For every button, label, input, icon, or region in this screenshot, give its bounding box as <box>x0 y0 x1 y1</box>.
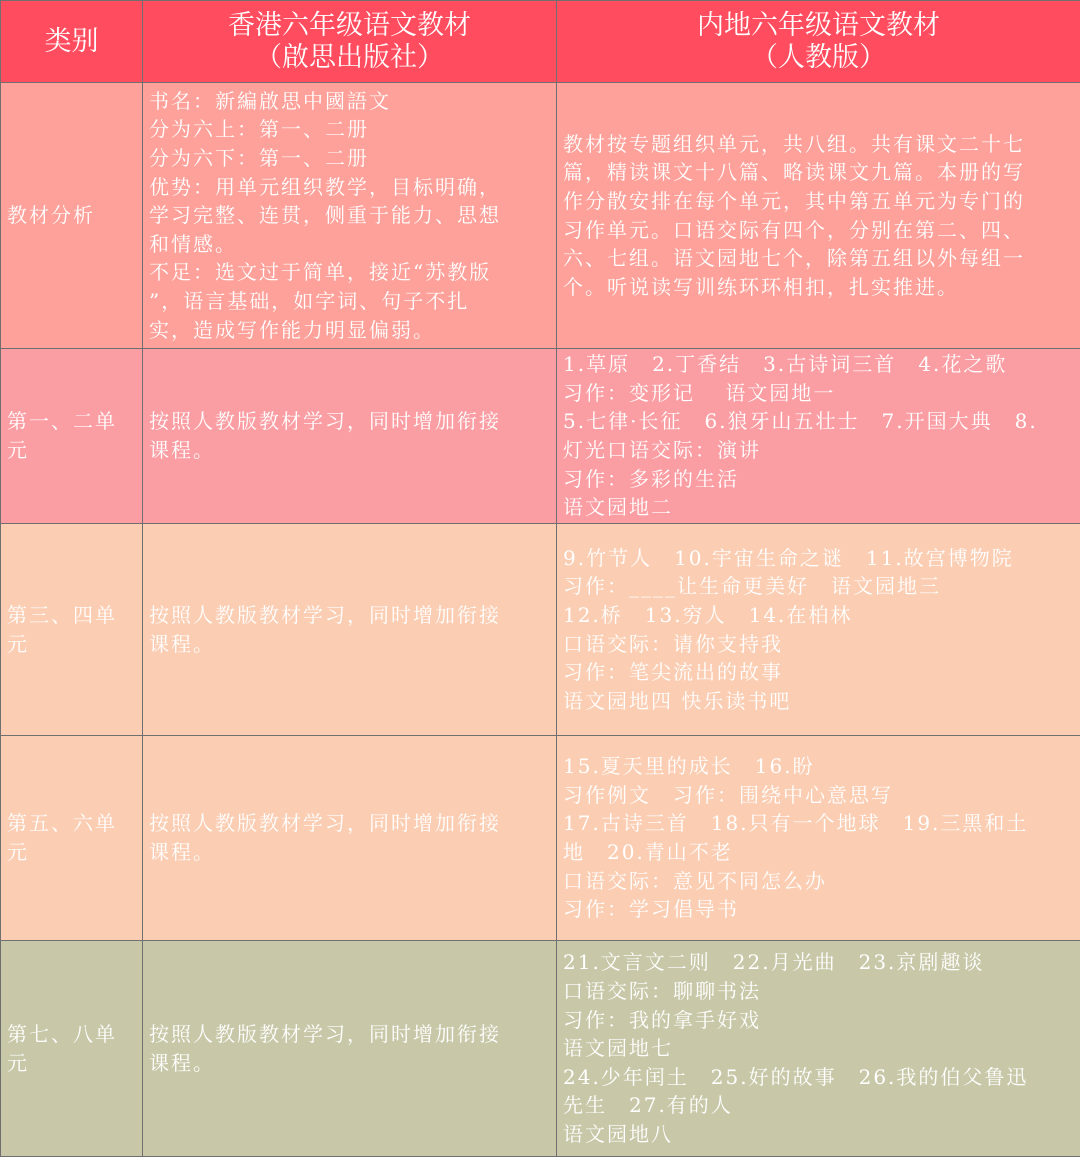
text-line: 习作例文 习作：围绕中心意思写 <box>563 782 893 807</box>
unit-3-4-label <box>1 524 143 736</box>
header-category-text: 类别 <box>44 25 99 57</box>
text-line: 作分散安排在每个单元，其中第五单元为专门的 <box>563 188 1025 213</box>
text-line: 习作单元。口语交际有四个，分别在第二、四、 <box>563 217 1025 242</box>
text-line: 分为六上：第一、二册 <box>149 117 369 142</box>
text-line: 不足：选文过于简单，接近“苏教版 <box>149 260 492 285</box>
row-unit-1-2 <box>1 349 1080 524</box>
text-line: 按照人教版教材学习，同时增加衔接 <box>149 409 501 434</box>
text-line: 课程。 <box>149 1050 215 1075</box>
text-line: 第五、六单 <box>7 811 117 836</box>
unit-5-6-mainland <box>557 736 1080 941</box>
unit-7-8-hk <box>143 941 557 1157</box>
text-line: 15.夏天里的成长 16.盼 <box>563 754 815 779</box>
unit-7-8-mainland <box>557 941 1080 1157</box>
text-line: 先生 27.有的人 <box>563 1093 733 1118</box>
unit-1-2-label <box>1 349 143 524</box>
row-analysis <box>1 83 1080 349</box>
text-line: 1.草原 2.丁香结 3.古诗词三首 4.花之歌 <box>563 352 1008 377</box>
text-line: 课程。 <box>149 438 215 462</box>
text-line: 按照人教版教材学习，同时增加衔接 <box>149 811 501 836</box>
text-line: 9.竹节人 10.宇宙生命之谜 11.故宫博物院 <box>563 545 1014 570</box>
text-line: 按照人教版教材学习，同时增加衔接 <box>149 602 501 627</box>
row-unit-7-8 <box>1 941 1080 1157</box>
text-line: 习作：我的拿手好戏 <box>563 1007 761 1032</box>
text-line: 语文园地七 <box>563 1036 673 1061</box>
analysis-label-text: 教材分析 <box>7 203 95 228</box>
text-line: 24.少年闰土 25.好的故事 26.我的伯父鲁迅 <box>563 1064 1029 1089</box>
text-line: 第七、八单 <box>7 1021 117 1046</box>
text-line: 习作：学习倡导书 <box>563 897 739 922</box>
text-line: 21.文言文二则 22.月光曲 23.京剧趣谈 <box>563 950 985 975</box>
text-line: 课程。 <box>149 631 215 656</box>
header-row <box>1 1 1080 83</box>
text-line: 5.七律·长征 6.狼牙山五壮士 7.开国大典 8. <box>563 409 1038 434</box>
text-line: 语文园地四 快乐读书吧 <box>563 688 792 713</box>
text-line: 12.桥 13.穷人 14.在柏林 <box>563 602 853 627</box>
analysis-label <box>1 83 143 349</box>
text-line: 教材按专题组织单元，共八组。共有课文二十七 <box>563 131 1025 156</box>
text-line: 按照人教版教材学习，同时增加衔接 <box>149 1021 501 1046</box>
header-hk-publisher: （啟思出版社） <box>255 41 444 73</box>
text-line: 实，造成写作能力明显偏弱。 <box>149 317 435 342</box>
text-line: 地 20.青山不老 <box>563 840 733 864</box>
row-unit-3-4 <box>1 524 1080 736</box>
unit-3-4-hk <box>143 524 557 736</box>
header-ml-publisher: （人教版） <box>751 41 886 73</box>
text-line: 习作：笔尖流出的故事 <box>563 660 783 685</box>
header-hk <box>143 1 557 83</box>
text-line: 灯光口语交际：演讲 <box>563 438 761 462</box>
header-mainland <box>557 1 1080 83</box>
unit-1-2-mainland <box>557 349 1080 524</box>
unit-5-6-label <box>1 736 143 941</box>
text-line: 第一、二单 <box>7 409 117 434</box>
analysis-hk <box>143 83 557 349</box>
unit-5-6-hk <box>143 736 557 941</box>
text-line: 六、七组。语文园地七个，除第五组以外每组一 <box>563 246 1025 271</box>
unit-7-8-label <box>1 941 143 1157</box>
header-hk-title: 香港六年级语文教材 <box>228 9 471 41</box>
text-line: 习作：多彩的生活 <box>563 466 739 491</box>
row-unit-5-6 <box>1 736 1080 941</box>
text-line: 口语交际：请你支持我 <box>563 631 783 656</box>
text-line: 和情感。 <box>149 231 237 256</box>
unit-1-2-hk <box>143 349 557 524</box>
text-line: 17.古诗三首 18.只有一个地球 19.三黑和土 <box>563 811 1029 836</box>
text-line: 学习完整、连贯，侧重于能力、思想 <box>149 203 501 228</box>
text-line: 课程。 <box>149 840 215 864</box>
text-line: 篇，精读课文十八篇、略读课文九篇。本册的写 <box>563 160 1025 185</box>
text-line: 习作：变形记 语文园地一 <box>563 380 836 405</box>
text-line: 优势：用单元组织教学，目标明确， <box>149 174 501 199</box>
text-line: 习作：____让生命更美好 语文园地三 <box>563 574 941 599</box>
text-line: 语文园地二 <box>563 495 673 520</box>
analysis-mainland <box>557 83 1080 349</box>
text-line: 元 <box>7 1050 29 1075</box>
text-line: 第三、四单 <box>7 602 117 627</box>
text-line: 元 <box>7 438 29 462</box>
text-line: 个。听说读写训练环环相扣，扎实推进。 <box>563 274 959 299</box>
text-line: 书名：新編啟思中國語文 <box>149 88 391 113</box>
text-line: 口语交际：意见不同怎么办 <box>563 868 827 893</box>
unit-3-4-mainland <box>557 524 1080 736</box>
text-line: 口语交际：聊聊书法 <box>563 979 761 1004</box>
text-line: 元 <box>7 840 29 864</box>
text-line: ”，语言基础，如字词、句子不扎 <box>149 288 470 313</box>
text-line: 元 <box>7 631 29 656</box>
header-category <box>1 1 143 83</box>
text-line: 语文园地八 <box>563 1121 673 1146</box>
text-line: 分为六下：第一、二册 <box>149 146 369 171</box>
header-ml-title: 内地六年级语文教材 <box>697 9 940 41</box>
